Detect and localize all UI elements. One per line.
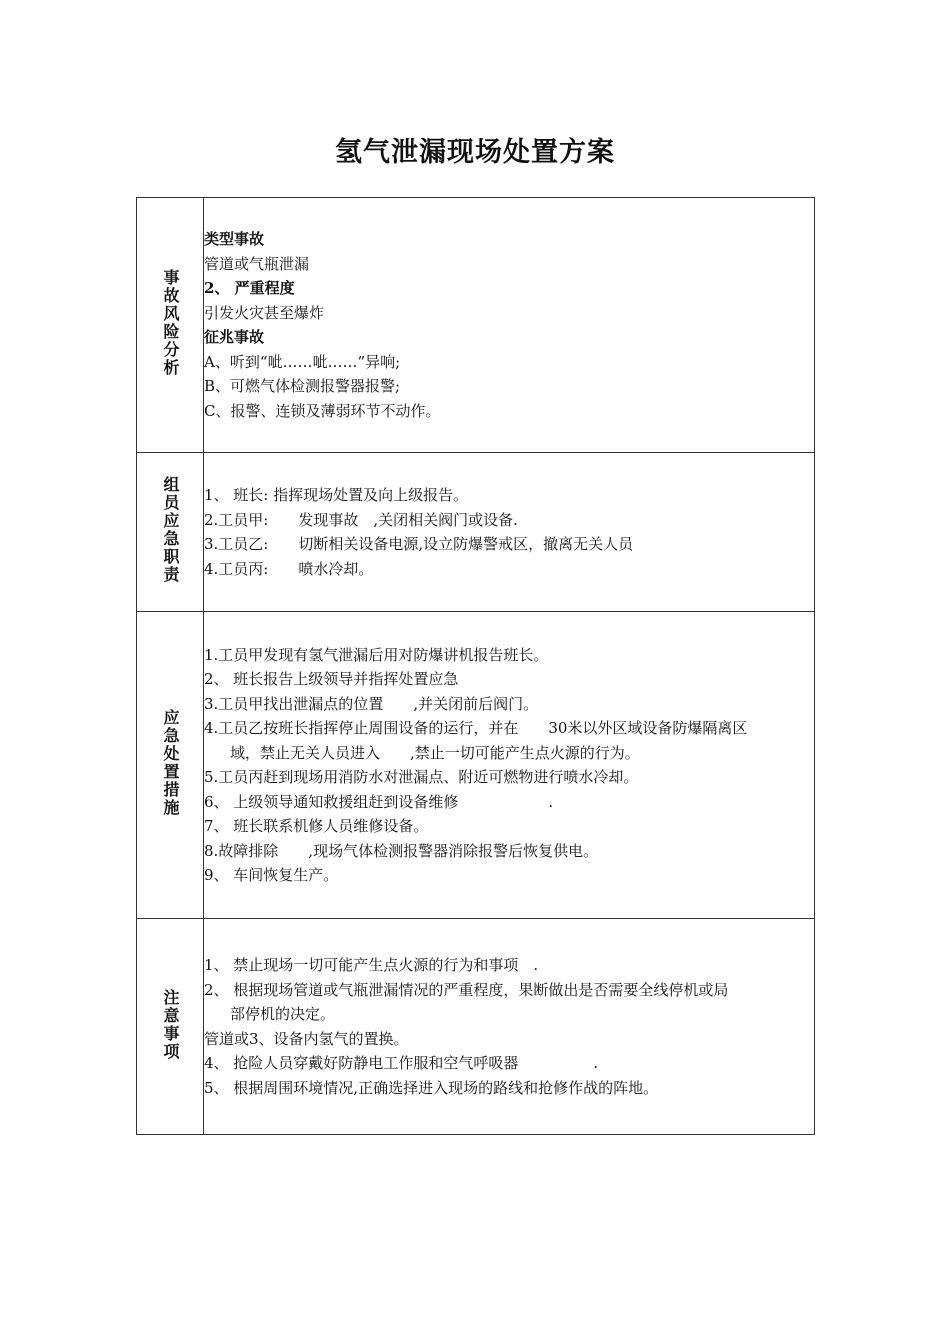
content-line: 1、 班长: 指挥现场处置及向上级报告。: [204, 486, 469, 504]
content-line: 4.工员乙按班长指挥停止周围设备的运行，并在 30米以外区域设备防爆隔离区: [204, 719, 748, 737]
section-label: 组员应急职责: [161, 476, 180, 584]
content-line: 4.工员丙: 喷水冷却。: [204, 559, 374, 578]
content-line: 1、 禁止现场一切可能产生点火源的行为和事项 .: [204, 956, 539, 974]
content-line: 部停机的决定。: [230, 1005, 336, 1023]
plan-table: [136, 197, 815, 1135]
section-content: [204, 198, 815, 453]
section-label: 事故风险分析: [161, 269, 180, 377]
section-row: [137, 453, 815, 612]
section-label-cell: [137, 919, 204, 1135]
content-line: 7、 班长联系机修人员维修设备。: [204, 817, 429, 835]
content-line: 2.工员甲: 发现事故 ,关闭相关阀门或设备.: [204, 510, 518, 529]
content-line: 3.工员甲找出泄漏点的位置 ,并关闭前后阀门。: [204, 694, 539, 713]
content-line: 4、 抢险人员穿戴好防静电工作服和空气呼吸器 .: [204, 1054, 599, 1072]
content-line: 征兆事故: [204, 328, 265, 346]
content-line: 域，禁止无关人员进入 ,禁止一切可能产生点火源的行为。: [230, 743, 640, 762]
content-line: 3.工员乙: 切断相关设备电源,设立防爆警戒区，撤离无关人员: [204, 535, 634, 553]
content-line: C、报警、连锁及薄弱环节不动作。: [204, 401, 441, 420]
section-content: [204, 453, 815, 612]
document-title: 氢气泄漏现场处置方案: [335, 137, 615, 168]
content-line: 类型事故: [204, 230, 265, 248]
section-row: [137, 919, 815, 1135]
content-line: 5.工员丙赶到现场用消防水对泄漏点、附近可燃物进行喷水冷却。: [204, 768, 639, 786]
content-line: 1.工员甲发现有氢气泄漏后用对防爆讲机报告班长。: [204, 645, 549, 664]
section-label: 应急处置措施: [161, 709, 180, 817]
section-content: [204, 919, 815, 1135]
content-line: B、可燃气体检测报警器报警;: [204, 377, 401, 395]
content-line: 管道或3、设备内氢气的置换。: [204, 1029, 409, 1048]
content-line: 2、 严重程度: [204, 279, 295, 297]
content-line: 引发火灾甚至爆炸: [204, 303, 325, 322]
content-line: 2、 根据现场管道或气瓶泄漏情况的严重程度，果断做出是否需要全线停机或局: [204, 980, 729, 999]
section-label: 注意事项: [161, 988, 180, 1061]
content-line: 8.故障排除 ,现场气体检测报警器消除报警后恢复供电。: [204, 841, 599, 860]
content-line: 9、 车间恢复生产。: [204, 866, 339, 884]
content-line: 2、 班长报告上级领导并指挥处置应急: [204, 670, 459, 688]
section-row: [137, 612, 815, 919]
section-content: [204, 612, 815, 919]
section-label-cell: [137, 198, 204, 453]
content-line: 管道或气瓶泄漏: [204, 254, 310, 273]
section-label-cell: [137, 612, 204, 919]
section-row: [137, 198, 815, 453]
section-label-cell: [137, 453, 204, 612]
content-line: A、听到“呲……呲……”异响;: [204, 352, 401, 371]
content-line: 5、 根据周围环境情况,正确选择进入现场的路线和抢修作战的阵地。: [204, 1078, 659, 1097]
content-line: 6、 上级领导通知救援组赶到设备维修 .: [204, 792, 554, 811]
